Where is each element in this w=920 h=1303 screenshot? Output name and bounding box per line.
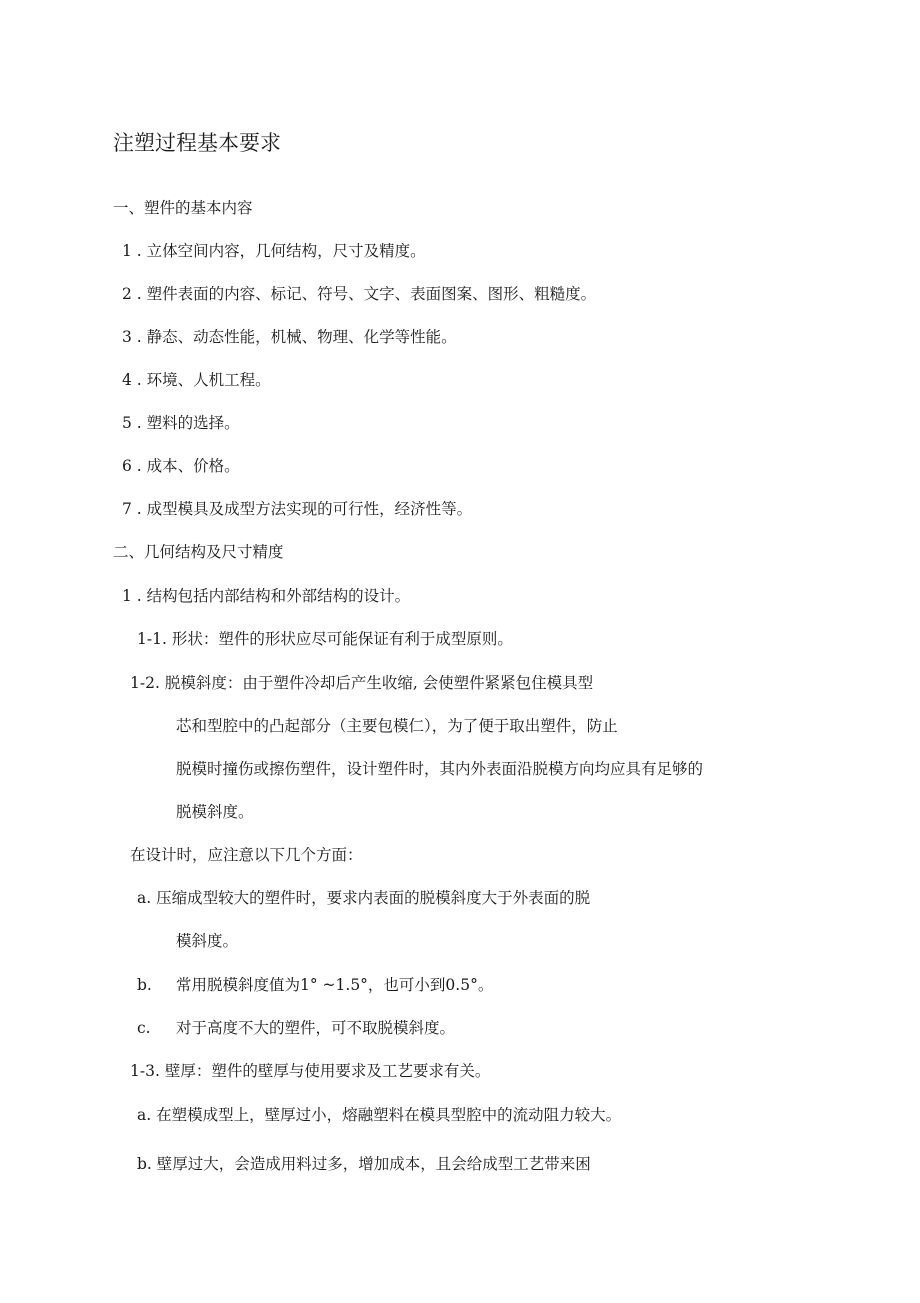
section1-heading: 一、塑件的基本内容: [113, 199, 253, 217]
point-c-label: c.: [137, 1019, 151, 1037]
section1-item-1: 1 . 立体空间内容，几何结构，尺寸及精度。: [122, 242, 426, 260]
section1-item-7: 7 . 成型模具及成型方法实现的可行性，经济性等。: [122, 500, 473, 518]
section1-item-4: 4 . 环境、人机工程。: [122, 371, 271, 389]
subsection-1-3-point-a: a. 在塑模成型上，壁厚过小，熔融塑料在模具型腔中的流动阻力较大。: [137, 1106, 622, 1124]
point-b-label: b.: [137, 976, 152, 994]
subsection-1-2-line-1: 1-2. 脱模斜度：由于塑件冷却后产生收缩, 会使塑件紧紧包住模具型: [130, 674, 594, 692]
subsection-1-2-line-3: 脱模时撞伤或擦伤塑件，设计塑件时，其内外表面沿脱模方向均应具有足够的: [176, 760, 704, 778]
subsection-1-1-shape: 1-1. 形状：塑件的形状应尽可能保证有利于成型原则。: [137, 630, 513, 648]
subsection-1-3-wall-thickness: 1-3. 壁厚：塑件的壁厚与使用要求及工艺要求有关。: [130, 1062, 491, 1080]
section1-item-5: 5 . 塑料的选择。: [122, 414, 240, 432]
subsection-1-2-line-4: 脱模斜度。: [176, 803, 254, 821]
subsection-1-2-line-2: 芯和型腔中的凸起部分（主要包模仁），为了便于取出塑件，防止: [176, 717, 618, 735]
section2-item-1: 1 . 结构包括内部结构和外部结构的设计。: [122, 587, 411, 605]
section1-item-2: 2 . 塑件表面的内容、标记、符号、文字、表面图案、图形、粗糙度。: [122, 285, 597, 303]
document-title: 注塑过程基本要求: [113, 131, 281, 155]
point-c-text: 对于高度不大的塑件，可不取脱模斜度。: [176, 1019, 456, 1037]
point-a-line-2: 模斜度。: [176, 932, 239, 950]
section1-item-3: 3 . 静态、动态性能，机械、物理、化学等性能。: [122, 328, 457, 346]
point-a-line-1: a. 压缩成型较大的塑件时，要求内表面的脱模斜度大于外表面的脱: [137, 889, 591, 907]
section1-item-6: 6 . 成本、价格。: [122, 457, 240, 475]
section2-heading: 二、几何结构及尺寸精度: [113, 543, 284, 561]
point-b-text: 常用脱模斜度值为1° ~1.5°，也可小到0.5°。: [176, 976, 494, 994]
design-note: 在设计时，应注意以下几个方面：: [130, 846, 363, 864]
subsection-1-3-point-b: b. 壁厚过大，会造成用料过多，增加成本，且会给成型工艺带来困: [137, 1155, 591, 1173]
